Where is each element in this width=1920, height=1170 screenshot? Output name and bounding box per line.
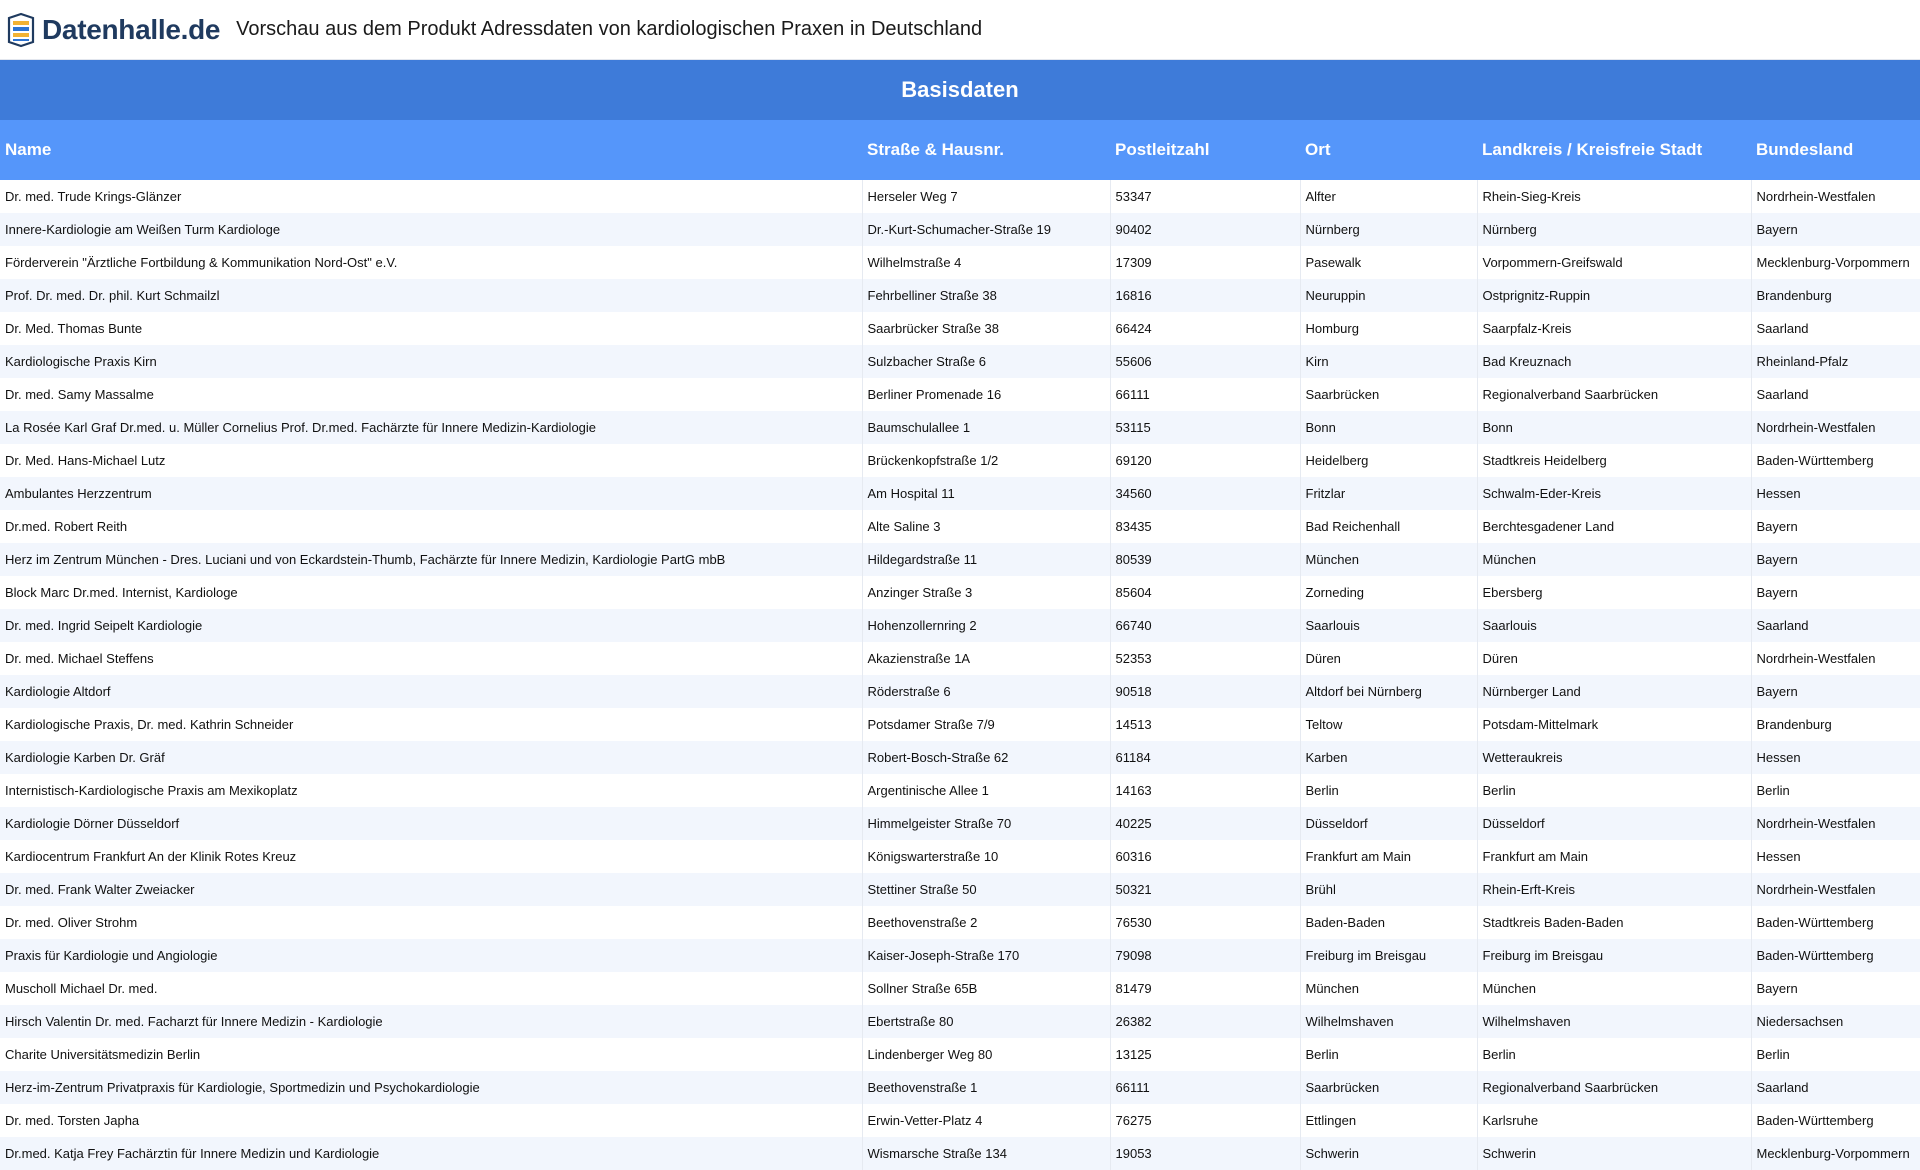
table-row xyxy=(0,906,1920,939)
cell-district: München xyxy=(1477,543,1751,576)
cell-district: Regionalverband Saarbrücken xyxy=(1477,378,1751,411)
cell-street: Fehrbelliner Straße 38 xyxy=(862,279,1110,312)
cell-street: Hohenzollernring 2 xyxy=(862,609,1110,642)
cell-name: Kardiologie Karben Dr. Gräf xyxy=(0,741,862,774)
cell-postcode: 16816 xyxy=(1110,279,1300,312)
cell-state: Saarland xyxy=(1756,387,1809,402)
table-row xyxy=(0,609,1920,642)
cell-state: Nordrhein-Westfalen xyxy=(1756,651,1876,666)
cell-street: Anzinger Straße 3 xyxy=(862,576,1110,609)
table-row xyxy=(0,873,1920,906)
column-header-street[interactable]: Straße & Hausnr. xyxy=(867,140,1004,159)
cell-state: Saarland xyxy=(1756,1080,1809,1095)
cell-city: Pasewalk xyxy=(1300,246,1477,279)
cell-state: Bayern xyxy=(1756,222,1798,237)
cell-city: München xyxy=(1300,972,1477,1005)
cell-district: Berlin xyxy=(1477,774,1751,807)
cell-state: Baden-Württemberg xyxy=(1756,948,1874,963)
cell-street: Argentinische Allee 1 xyxy=(862,774,1110,807)
cell-postcode: 80539 xyxy=(1110,543,1300,576)
cell-state: Nordrhein-Westfalen xyxy=(1756,882,1876,897)
cell-state: Nordrhein-Westfalen xyxy=(1756,189,1876,204)
table-row xyxy=(0,1038,1920,1071)
cell-street: Potsdamer Straße 7/9 xyxy=(862,708,1110,741)
cell-city: Altdorf bei Nürnberg xyxy=(1300,675,1477,708)
cell-name: Hirsch Valentin Dr. med. Facharzt für Innere Medizin - Kardiologie xyxy=(0,1005,862,1038)
cell-street: Königswarterstraße 10 xyxy=(862,840,1110,873)
cell-name: Dr. med. Torsten Japha xyxy=(0,1104,862,1137)
cell-city: München xyxy=(1300,543,1477,576)
cell-state: Rheinland-Pfalz xyxy=(1756,354,1849,369)
cell-district: Schwalm-Eder-Kreis xyxy=(1477,477,1751,510)
cell-state: Hessen xyxy=(1756,486,1801,501)
column-header-state[interactable]: Bundesland xyxy=(1756,140,1854,159)
cell-district: Vorpommern-Greifswald xyxy=(1477,246,1751,279)
cell-postcode: 14163 xyxy=(1110,774,1300,807)
cell-postcode: 19053 xyxy=(1110,1137,1300,1170)
cell-name: Kardiocentrum Frankfurt An der Klinik Rotes Kreuz xyxy=(0,840,862,873)
cell-state: Bayern xyxy=(1756,981,1798,996)
cell-district: Berlin xyxy=(1477,1038,1751,1071)
cell-postcode: 66111 xyxy=(1110,378,1300,411)
cell-postcode: 14513 xyxy=(1110,708,1300,741)
table-row xyxy=(0,180,1920,213)
cell-street: Lindenberger Weg 80 xyxy=(862,1038,1110,1071)
cell-street: Berliner Promenade 16 xyxy=(862,378,1110,411)
cell-name: Dr. Med. Hans-Michael Lutz xyxy=(0,444,862,477)
cell-state: Saarland xyxy=(1756,321,1809,336)
cell-name: Dr. med. Michael Steffens xyxy=(0,642,862,675)
cell-state: Mecklenburg-Vorpommern xyxy=(1756,255,1910,270)
cell-street: Wilhelmstraße 4 xyxy=(862,246,1110,279)
cell-state: Bayern xyxy=(1756,585,1798,600)
cell-district: Ebersberg xyxy=(1477,576,1751,609)
cell-state: Saarland xyxy=(1756,618,1809,633)
cell-postcode: 17309 xyxy=(1110,246,1300,279)
cell-city: Kirn xyxy=(1300,345,1477,378)
cell-name: Herz-im-Zentrum Privatpraxis für Kardiologie, Sportmedizin und Psychokardiologie xyxy=(0,1071,862,1104)
table-row xyxy=(0,840,1920,873)
cell-postcode: 79098 xyxy=(1110,939,1300,972)
cell-state: Bayern xyxy=(1756,519,1798,534)
cell-city: Ettlingen xyxy=(1300,1104,1477,1137)
cell-name: Kardiologie Dörner Düsseldorf xyxy=(0,807,862,840)
cell-postcode: 50321 xyxy=(1110,873,1300,906)
cell-city: Teltow xyxy=(1300,708,1477,741)
table-row xyxy=(0,312,1920,345)
cell-street: Himmelgeister Straße 70 xyxy=(862,807,1110,840)
cell-postcode: 13125 xyxy=(1110,1038,1300,1071)
cell-district: Nürnberger Land xyxy=(1477,675,1751,708)
cell-district: Bad Kreuznach xyxy=(1477,345,1751,378)
cell-name: Praxis für Kardiologie und Angiologie xyxy=(0,939,862,972)
table-row xyxy=(0,345,1920,378)
cell-street: Stettiner Straße 50 xyxy=(862,873,1110,906)
brand-name: Datenhalle.de xyxy=(42,13,221,45)
cell-street: Erwin-Vetter-Platz 4 xyxy=(862,1104,1110,1137)
cell-name: Kardiologische Praxis, Dr. med. Kathrin Schneider xyxy=(0,708,862,741)
table-header xyxy=(0,120,1920,180)
table-row xyxy=(0,543,1920,576)
cell-district: Düren xyxy=(1477,642,1751,675)
cell-name: Kardiologische Praxis Kirn xyxy=(0,345,862,378)
cell-city: Karben xyxy=(1300,741,1477,774)
table-row xyxy=(0,576,1920,609)
cell-city: Bonn xyxy=(1300,411,1477,444)
cell-district: Potsdam-Mittelmark xyxy=(1477,708,1751,741)
cell-state: Mecklenburg-Vorpommern xyxy=(1756,1146,1910,1161)
table-row xyxy=(0,213,1920,246)
cell-state: Nordrhein-Westfalen xyxy=(1756,420,1876,435)
cell-postcode: 90402 xyxy=(1110,213,1300,246)
address-table xyxy=(0,120,1920,1170)
brand-logo-link[interactable] xyxy=(6,10,220,50)
cell-postcode: 85604 xyxy=(1110,576,1300,609)
cell-district: Nürnberg xyxy=(1477,213,1751,246)
cell-postcode: 76530 xyxy=(1110,906,1300,939)
cell-state: Bayern xyxy=(1756,552,1798,567)
section-banner: Basisdaten xyxy=(0,60,1920,120)
cell-city: Düren xyxy=(1300,642,1477,675)
cell-street: Akazienstraße 1A xyxy=(862,642,1110,675)
table-row xyxy=(0,411,1920,444)
cell-district: Rhein-Sieg-Kreis xyxy=(1477,180,1751,213)
cell-postcode: 90518 xyxy=(1110,675,1300,708)
cell-district: Frankfurt am Main xyxy=(1477,840,1751,873)
cell-district: Stadtkreis Heidelberg xyxy=(1477,444,1751,477)
cell-name: Dr. med. Ingrid Seipelt Kardiologie xyxy=(0,609,862,642)
cell-name: Dr. med. Oliver Strohm xyxy=(0,906,862,939)
cell-city: Homburg xyxy=(1300,312,1477,345)
cell-city: Düsseldorf xyxy=(1300,807,1477,840)
cell-postcode: 83435 xyxy=(1110,510,1300,543)
cell-city: Bad Reichenhall xyxy=(1300,510,1477,543)
cell-state: Bayern xyxy=(1756,684,1798,699)
cell-state: Baden-Württemberg xyxy=(1756,1113,1874,1128)
table-row xyxy=(0,1104,1920,1137)
cell-district: Düsseldorf xyxy=(1477,807,1751,840)
cell-state: Baden-Württemberg xyxy=(1756,915,1874,930)
cell-postcode: 66424 xyxy=(1110,312,1300,345)
cell-name: Herz im Zentrum München - Dres. Luciani und von Eckardstein-Thumb, Fachärzte für Innere Medizin, Kardiologie PartG mbB xyxy=(0,543,862,576)
top-header xyxy=(0,0,1920,60)
cell-postcode: 69120 xyxy=(1110,444,1300,477)
cell-state: Nordrhein-Westfalen xyxy=(1756,816,1876,831)
cell-city: Neuruppin xyxy=(1300,279,1477,312)
cell-city: Berlin xyxy=(1300,774,1477,807)
cell-street: Robert-Bosch-Straße 62 xyxy=(862,741,1110,774)
cell-district: Stadtkreis Baden-Baden xyxy=(1477,906,1751,939)
table-row xyxy=(0,1071,1920,1104)
cell-city: Alfter xyxy=(1300,180,1477,213)
cell-state: Hessen xyxy=(1756,750,1801,765)
cell-name: Block Marc Dr.med. Internist, Kardiologe xyxy=(0,576,862,609)
table-row xyxy=(0,972,1920,1005)
cell-district: Wilhelmshaven xyxy=(1477,1005,1751,1038)
cell-district: Ostprignitz-Ruppin xyxy=(1477,279,1751,312)
cell-name: Kardiologie Altdorf xyxy=(0,675,862,708)
cell-city: Brühl xyxy=(1300,873,1477,906)
cell-name: Charite Universitätsmedizin Berlin xyxy=(0,1038,862,1071)
cell-name: Internistisch-Kardiologische Praxis am Mexikoplatz xyxy=(0,774,862,807)
cell-city: Berlin xyxy=(1300,1038,1477,1071)
table-row xyxy=(0,1005,1920,1038)
table-row xyxy=(0,1137,1920,1170)
cell-district: Freiburg im Breisgau xyxy=(1477,939,1751,972)
cell-state: Hessen xyxy=(1756,849,1801,864)
cell-street: Hildegardstraße 11 xyxy=(862,543,1110,576)
cell-street: Dr.-Kurt-Schumacher-Straße 19 xyxy=(862,213,1110,246)
cell-city: Schwerin xyxy=(1300,1137,1477,1170)
table-row xyxy=(0,246,1920,279)
cell-city: Nürnberg xyxy=(1300,213,1477,246)
cell-street: Brückenkopfstraße 1/2 xyxy=(862,444,1110,477)
cell-district: Schwerin xyxy=(1477,1137,1751,1170)
cell-district: Bonn xyxy=(1477,411,1751,444)
column-header-district[interactable]: Landkreis / Kreisfreie Stadt xyxy=(1482,140,1703,159)
cell-name: Dr. Med. Thomas Bunte xyxy=(0,312,862,345)
cell-city: Freiburg im Breisgau xyxy=(1300,939,1477,972)
cell-postcode: 34560 xyxy=(1110,477,1300,510)
cell-postcode: 60316 xyxy=(1110,840,1300,873)
cell-street: Alte Saline 3 xyxy=(862,510,1110,543)
table-row xyxy=(0,279,1920,312)
cell-district: Wetteraukreis xyxy=(1477,741,1751,774)
cell-city: Saarlouis xyxy=(1300,609,1477,642)
cell-postcode: 53347 xyxy=(1110,180,1300,213)
cell-street: Kaiser-Joseph-Straße 170 xyxy=(862,939,1110,972)
cell-name: Dr. med. Frank Walter Zweiacker xyxy=(0,873,862,906)
cell-name: Ambulantes Herzzentrum xyxy=(0,477,862,510)
cell-postcode: 66740 xyxy=(1110,609,1300,642)
cell-name: Prof. Dr. med. Dr. phil. Kurt Schmailzl xyxy=(0,279,862,312)
table-row xyxy=(0,774,1920,807)
cell-name: Dr.med. Katja Frey Fachärztin für Innere Medizin und Kardiologie xyxy=(0,1137,862,1170)
table-row xyxy=(0,510,1920,543)
table-row xyxy=(0,642,1920,675)
table-row xyxy=(0,741,1920,774)
cell-postcode: 55606 xyxy=(1110,345,1300,378)
cell-city: Fritzlar xyxy=(1300,477,1477,510)
table-header-row xyxy=(0,120,1920,180)
table-row xyxy=(0,477,1920,510)
cell-city: Baden-Baden xyxy=(1300,906,1477,939)
cell-name: Dr.med. Robert Reith xyxy=(0,510,862,543)
cell-postcode: 76275 xyxy=(1110,1104,1300,1137)
cell-postcode: 52353 xyxy=(1110,642,1300,675)
cell-name: Förderverein "Ärztliche Fortbildung & Kommunikation Nord-Ost" e.V. xyxy=(0,246,862,279)
cell-street: Sulzbacher Straße 6 xyxy=(862,345,1110,378)
cell-street: Am Hospital 11 xyxy=(862,477,1110,510)
column-header-name[interactable]: Name xyxy=(5,140,52,159)
cell-district: Saarlouis xyxy=(1477,609,1751,642)
table-body xyxy=(0,180,1920,1170)
cell-street: Beethovenstraße 1 xyxy=(862,1071,1110,1104)
cell-state: Niedersachsen xyxy=(1756,1014,1844,1029)
cell-postcode: 53115 xyxy=(1110,411,1300,444)
column-header-city[interactable]: Ort xyxy=(1305,140,1331,159)
cell-city: Saarbrücken xyxy=(1300,378,1477,411)
cell-name: Dr. med. Samy Massalme xyxy=(0,378,862,411)
cell-state: Brandenburg xyxy=(1756,717,1832,732)
cell-district: München xyxy=(1477,972,1751,1005)
cell-name: Innere-Kardiologie am Weißen Turm Kardiologe xyxy=(0,213,862,246)
cell-street: Sollner Straße 65B xyxy=(862,972,1110,1005)
cell-name: Muscholl Michael Dr. med. xyxy=(0,972,862,1005)
cell-postcode: 26382 xyxy=(1110,1005,1300,1038)
table-row xyxy=(0,444,1920,477)
cell-street: Saarbrücker Straße 38 xyxy=(862,312,1110,345)
cell-street: Beethovenstraße 2 xyxy=(862,906,1110,939)
cell-state: Brandenburg xyxy=(1756,288,1832,303)
table-row xyxy=(0,708,1920,741)
table-row xyxy=(0,675,1920,708)
cell-street: Ebertstraße 80 xyxy=(862,1005,1110,1038)
cell-city: Zorneding xyxy=(1300,576,1477,609)
data-drawer-logo-icon xyxy=(6,12,36,48)
cell-state: Berlin xyxy=(1756,1047,1790,1062)
cell-district: Karlsruhe xyxy=(1477,1104,1751,1137)
table-row xyxy=(0,939,1920,972)
cell-city: Frankfurt am Main xyxy=(1300,840,1477,873)
cell-district: Regionalverband Saarbrücken xyxy=(1477,1071,1751,1104)
column-header-postcode[interactable]: Postleitzahl xyxy=(1115,140,1210,159)
cell-city: Saarbrücken xyxy=(1300,1071,1477,1104)
table-row xyxy=(0,807,1920,840)
cell-postcode: 81479 xyxy=(1110,972,1300,1005)
cell-postcode: 66111 xyxy=(1110,1071,1300,1104)
page-title: Vorschau aus dem Produkt Adressdaten von kardiologischen Praxen in Deutschland xyxy=(236,18,983,40)
cell-street: Herseler Weg 7 xyxy=(862,180,1110,213)
cell-postcode: 40225 xyxy=(1110,807,1300,840)
cell-name: La Rosée Karl Graf Dr.med. u. Müller Cornelius Prof. Dr.med. Fachärzte für Innere Medizin-Kardiologie xyxy=(0,411,862,444)
cell-district: Rhein-Erft-Kreis xyxy=(1477,873,1751,906)
cell-city: Wilhelmshaven xyxy=(1300,1005,1477,1038)
cell-postcode: 61184 xyxy=(1110,741,1300,774)
cell-district: Berchtesgadener Land xyxy=(1477,510,1751,543)
table-row xyxy=(0,378,1920,411)
cell-street: Wismarsche Straße 134 xyxy=(862,1137,1110,1170)
cell-street: Röderstraße 6 xyxy=(862,675,1110,708)
cell-city: Heidelberg xyxy=(1300,444,1477,477)
cell-state: Berlin xyxy=(1756,783,1790,798)
cell-name: Dr. med. Trude Krings-Glänzer xyxy=(0,180,862,213)
cell-district: Saarpfalz-Kreis xyxy=(1477,312,1751,345)
cell-street: Baumschulallee 1 xyxy=(862,411,1110,444)
cell-state: Baden-Württemberg xyxy=(1756,453,1874,468)
